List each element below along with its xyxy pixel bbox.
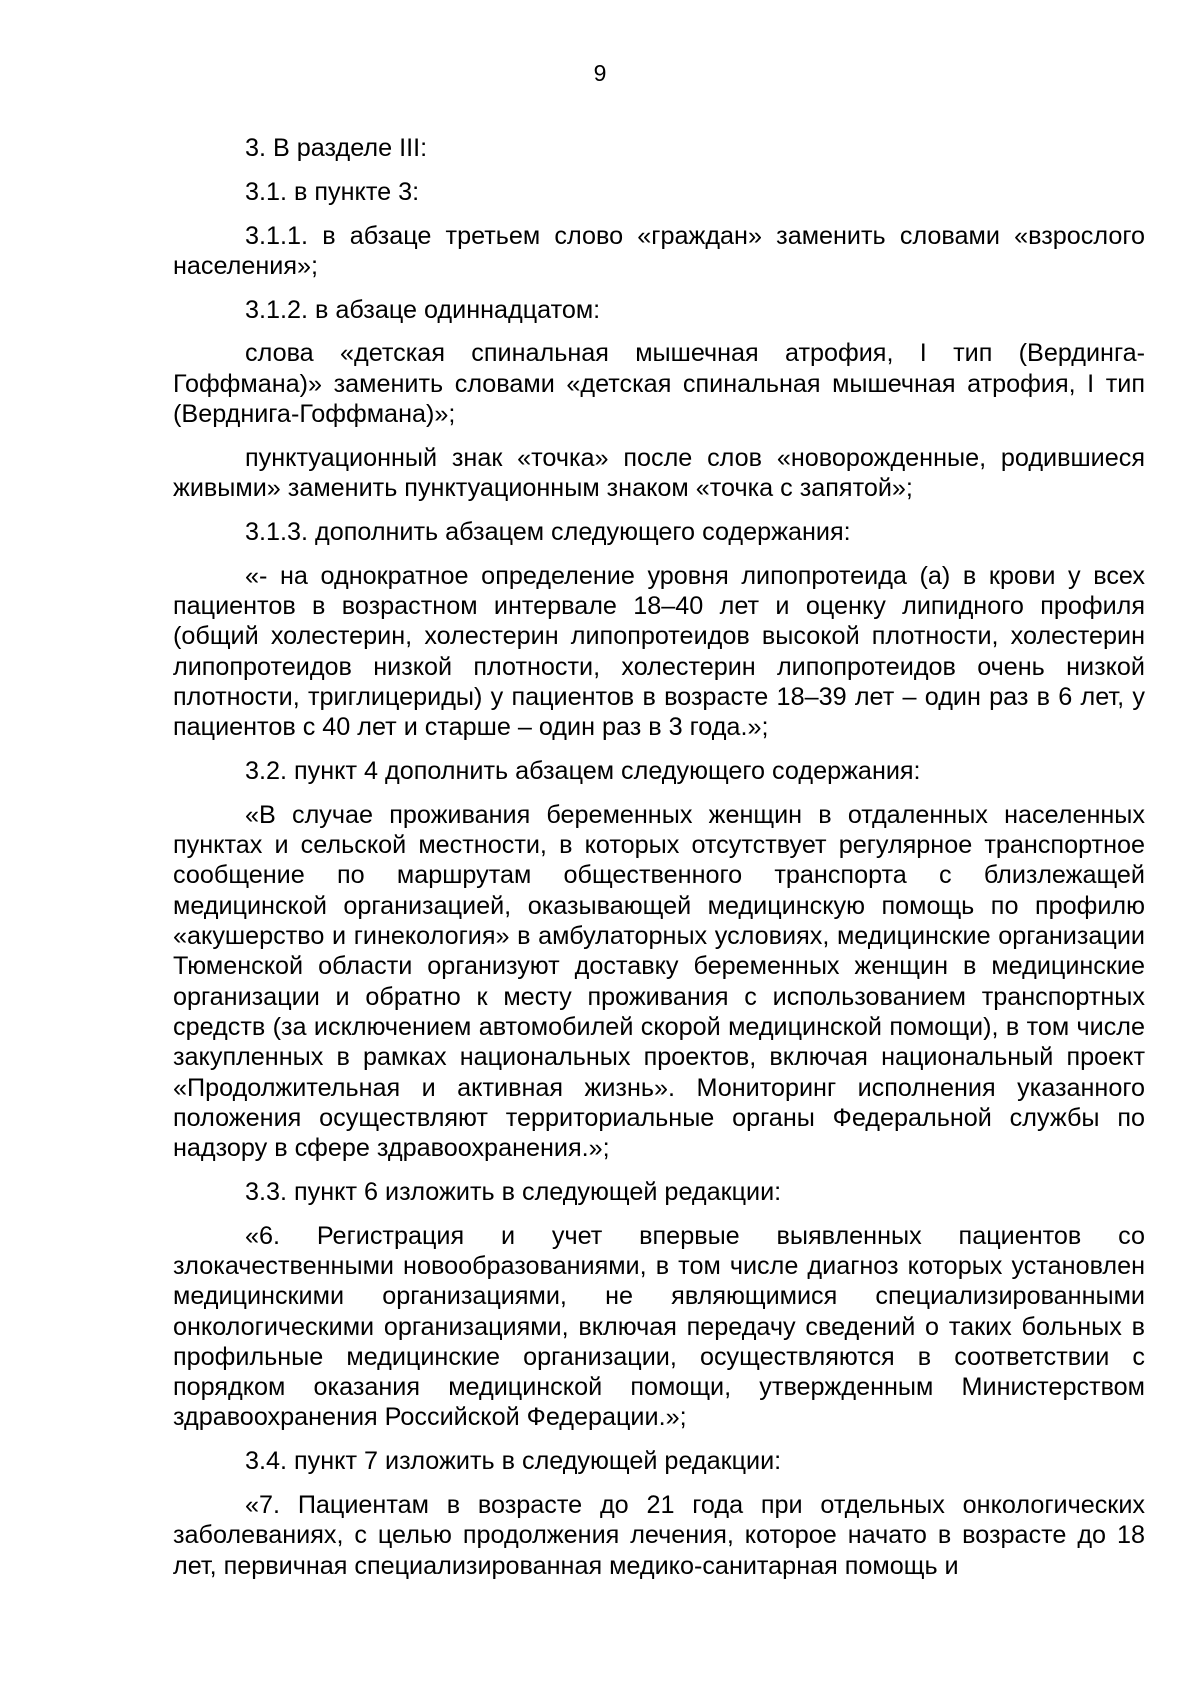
- paragraph-punctuation-replacement: пунктуационный знак «точка» после слов «новорожденные, родившиеся живыми» заменить пунктуационным знаком «точка с запятой»;: [173, 443, 1145, 503]
- paragraph-lipoprotein-quote: «- на однократное определение уровня липопротеида (а) в крови у всех пациентов в возрастном интервале 18–40 лет и оценку липидного профиля (общий холестерин, холестерин липопротеидов высокой плотности, холестерин липопротеидов низкой плотности, холестерин липопротеидов очень низкой плотности, триглицериды) у пациентов в возрасте 18–39 лет – один раз в 6 лет, у пациентов с 40 лет и старше – один раз в 3 года.»;: [173, 561, 1145, 742]
- paragraph-3-1-2: 3.1.2. в абзаце одиннадцатом:: [245, 295, 601, 324]
- paragraph-3-4: 3.4. пункт 7 изложить в следующей редакции:: [245, 1447, 782, 1476]
- paragraph-3-1: 3.1. в пункте 3:: [245, 177, 420, 206]
- document-body: [173, 133, 1145, 1581]
- paragraph-3-3: 3.3. пункт 6 изложить в следующей редакции:: [245, 1177, 782, 1206]
- paragraph-section-3: 3. В разделе III:: [245, 134, 428, 162]
- paragraph-point-7-quote: «7. Пациентам в возрасте до 21 года при отдельных онкологических заболеваниях, с целью продолжения лечения, которое начато в возрасте до 18 лет, первичная специализированная медико-санитарная помощь и: [173, 1491, 1145, 1580]
- paragraph-3-1-3: 3.1.3. дополнить абзацем следующего содержания:: [245, 517, 851, 546]
- paragraph-pregnant-women-quote: «В случае проживания беременных женщин в отдаленных населенных пунктах и сельской местности, в которых отсутствует регулярное транспортное сообщение по маршрутам общественного транспорта с близлежащей медицинской организацией, оказывающей медицинскую помощь по профилю «акушерство и гинекология» в амбулаторных условиях, медицинские организации Тюменской области организуют доставку беременных женщин в медицинские организации и обратно к месту проживания с использованием транспортных средств (за исключением автомобилей скорой медицинской помощи), в том числе закупленных в рамках национальных проектов, включая национальный проект «Продолжительная и активная жизнь». Мониторинг исполнения указанного положения осуществляют территориальные органы Федеральной службы по надзору в сфере здравоохранения.»;: [173, 800, 1145, 1163]
- paragraph-3-1-1: 3.1.1. в абзаце третьем слово «граждан» заменить словами «взрослого населения»;: [173, 221, 1145, 280]
- paragraph-3-2: 3.2. пункт 4 дополнить абзацем следующего содержания:: [245, 757, 921, 786]
- paragraph-words-replacement: слова «детская спинальная мышечная атрофия, I тип (Вердинга-Гоффмана)» заменить словами «детская спинальная мышечная атрофия, I тип (Верднига-Гоффмана)»;: [173, 339, 1145, 429]
- page-number: 9: [593, 60, 607, 86]
- paragraph-point-6-quote: «6. Регистрация и учет впервые выявленных пациентов со злокачественными новообразованиями, в том числе диагноз которых установлен медицинскими организациями, не являющимися специализированными онкологическими организациями, включая передачу сведений о таких больных в профильные медицинские организации, осуществляются в соответствии с порядком оказания медицинской помощи, утвержденным Министерством здравоохранения Российской Федерации.»;: [173, 1221, 1145, 1432]
